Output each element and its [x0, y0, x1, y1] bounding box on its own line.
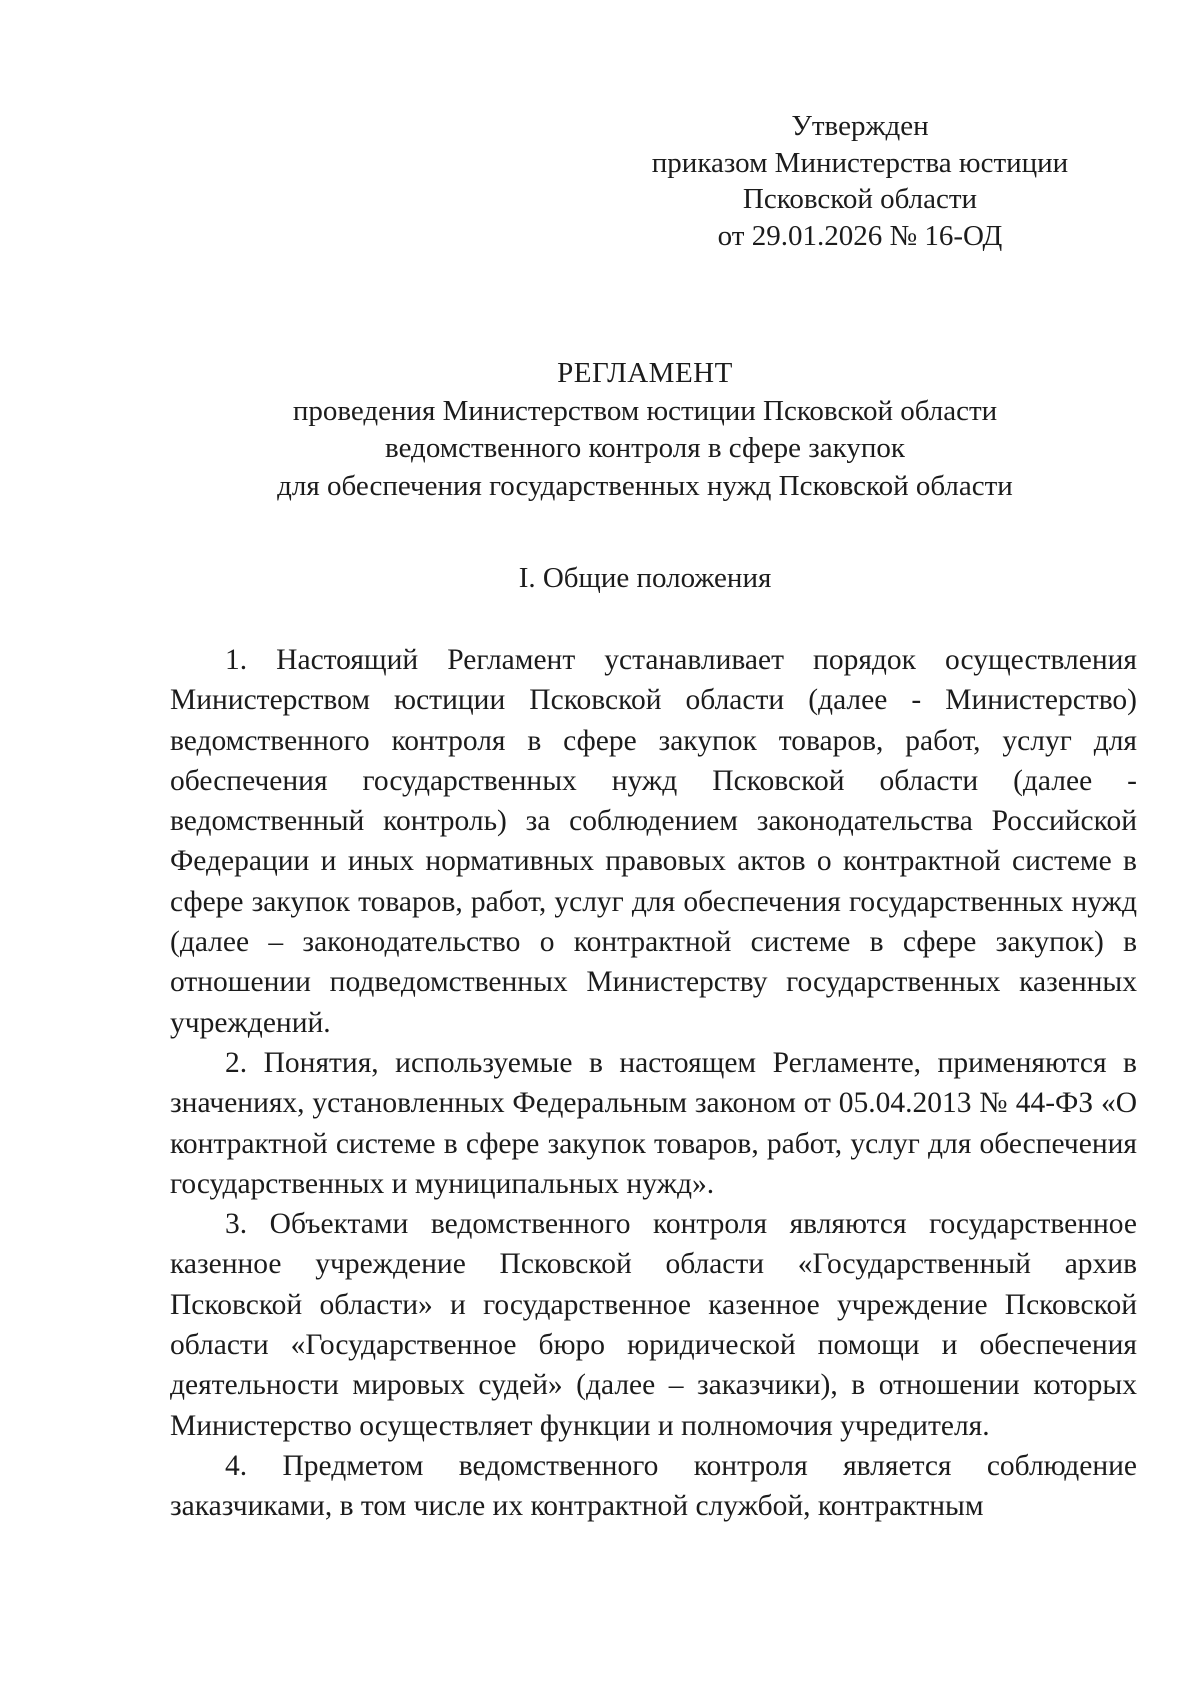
- document-title-block: [180, 355, 1110, 505]
- approval-line-region: Псковской области: [742, 183, 978, 215]
- paragraph-4: 4. Предметом ведомственного контроля является соблюдение заказчиками, в том числе их контрактной службой, контрактным: [170, 1449, 1137, 1523]
- paragraph-2: 2. Понятия, используемые в настоящем Регламенте, применяются в значениях, установленных Федеральным законом от 05.04.2013 № 44-ФЗ «О контрактной системе в сфере закупок товаров, работ, услуг для обеспечения государственных и муниципальных нужд».: [170, 1046, 1137, 1200]
- document-subtitle-line-1: проведения Министерством юстиции Псковской области: [292, 394, 998, 427]
- approval-line-approved: Утвержден: [791, 110, 929, 142]
- document-title: РЕГЛАМЕНТ: [557, 357, 733, 389]
- document-subtitle-line-3: для обеспечения государственных нужд Псковской области: [277, 469, 1013, 502]
- paragraph-3: 3. Объектами ведомственного контроля являются государственное казенное учреждение Псковской области «Государственный архив Псковской области» и государственное казенное учреждение Псковской области «Государственное бюро юридической помощи и обеспечения деятельности мировых судей» (далее – заказчики), в отношении которых Министерство осуществляет функции и полномочия учредителя.: [170, 1208, 1137, 1442]
- section-heading: I. Общие положения: [518, 562, 772, 594]
- approval-line-order: приказом Министерства юстиции: [651, 146, 1069, 179]
- document-subtitle-line-2: ведомственного контроля в сфере закупок: [385, 432, 905, 464]
- document-body: [170, 640, 1137, 1527]
- paragraph-1: 1. Настоящий Регламент устанавливает порядок осуществления Министерством юстиции Псковской области (далее - Министерство) ведомственного контроля в сфере закупок товаров, работ, услуг для обеспечения государственных нужд Псковской области (далее - ведомственный контроль) за соблюдением законодательства Российской Федерации и иных нормативных правовых актов о контрактной системе в сфере закупок товаров, работ, услуг для обеспечения государственных нужд (далее – законодательство о контрактной системе в сфере закупок) в отношении подведомственных Министерству государственных казенных учреждений.: [170, 644, 1137, 1039]
- approval-line-date-number: от 29.01.2026 № 16-ОД: [717, 219, 1003, 252]
- approval-stamp: [620, 108, 1100, 254]
